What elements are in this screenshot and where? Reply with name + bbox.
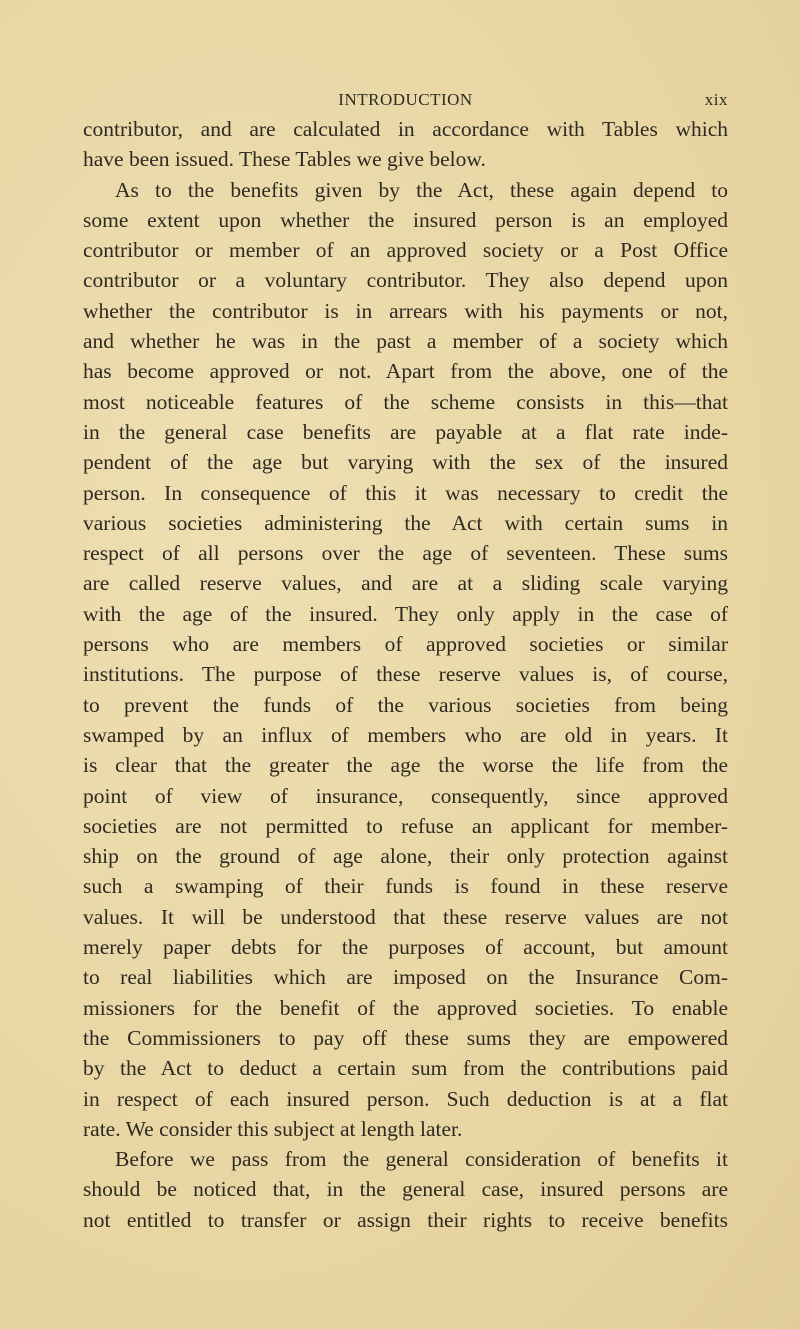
text-line: not entitled to transfer or assign their rights to receive benefits [83, 1207, 728, 1232]
text-line: the Commissioners to pay off these sums they are empowered [83, 1025, 728, 1050]
text-line: to real liabilities which are imposed on the Insurance Com- [83, 965, 728, 990]
text-line: is clear that the greater the age the worse the life from the [83, 753, 728, 778]
text-line: various societies administering the Act with certain sums in [83, 510, 728, 535]
text-line: with the age of the insured. They only apply in the case of [83, 601, 728, 626]
text-line: should be noticed that, in the general case, insured persons are [83, 1177, 728, 1202]
text-line: and whether he was in the past a member of a society which [83, 329, 728, 354]
text-line: has become approved or not. Apart from the above, one of the [83, 359, 728, 384]
text-line: point of view of insurance, consequently, since approved [83, 783, 728, 808]
text-line: contributor or member of an approved society or a Post Office [83, 238, 728, 263]
text-line: have been issued. These Tables we give below. [83, 147, 486, 172]
text-line: rate. We consider this subject at length later. [83, 1116, 463, 1141]
text-line: whether the contributor is in arrears with his payments or not, [83, 298, 728, 323]
text-line: most noticeable features of the scheme consists in this—that [83, 389, 728, 414]
text-line: societies are not permitted to refuse an applicant for member- [83, 813, 728, 838]
text-line: merely paper debts for the purposes of account, but amount [83, 935, 728, 960]
text-line: are called reserve values, and are at a sliding scale varying [83, 571, 728, 596]
text-line: some extent upon whether the insured person is an employed [83, 207, 728, 232]
text-line: Before we pass from the general consideration of benefits it [115, 1147, 728, 1172]
text-line: in respect of each insured person. Such deduction is at a flat [83, 1086, 728, 1111]
text-line: pendent of the age but varying with the sex of the insured [83, 450, 728, 475]
text-line: As to the benefits given by the Act, these again depend to [115, 177, 728, 202]
text-line: contributor, and are calculated in accordance with Tables which [83, 117, 728, 141]
text-line: values. It will be understood that these reserve values are not [83, 904, 728, 929]
text-line: missioners for the benefit of the approved societies. To enable [83, 995, 728, 1020]
text-line: ship on the ground of age alone, their only protection against [83, 844, 728, 869]
text-line: persons who are members of approved societies or similar [83, 632, 728, 657]
body-text [83, 114, 728, 1235]
text-line: by the Act to deduct a certain sum from the contributions paid [83, 1056, 728, 1081]
text-line: in the general case benefits are payable at a flat rate inde- [83, 419, 728, 444]
text-line: swamped by an influx of members who are old in years. It [83, 722, 728, 747]
text-line: person. In consequence of this it was necessary to credit the [83, 480, 728, 505]
running-title: INTRODUCTION [338, 90, 473, 109]
text-line: such a swamping of their funds is found in these reserve [83, 874, 728, 899]
text-line: respect of all persons over the age of seventeen. These sums [83, 541, 728, 566]
page-number: xix [704, 90, 728, 109]
text-line: contributor or a voluntary contributor. They also depend upon [83, 268, 728, 293]
text-line: institutions. The purpose of these reserve values is, of course, [83, 662, 728, 687]
running-header [83, 90, 728, 116]
text-line: to prevent the funds of the various societies from being [83, 692, 728, 717]
